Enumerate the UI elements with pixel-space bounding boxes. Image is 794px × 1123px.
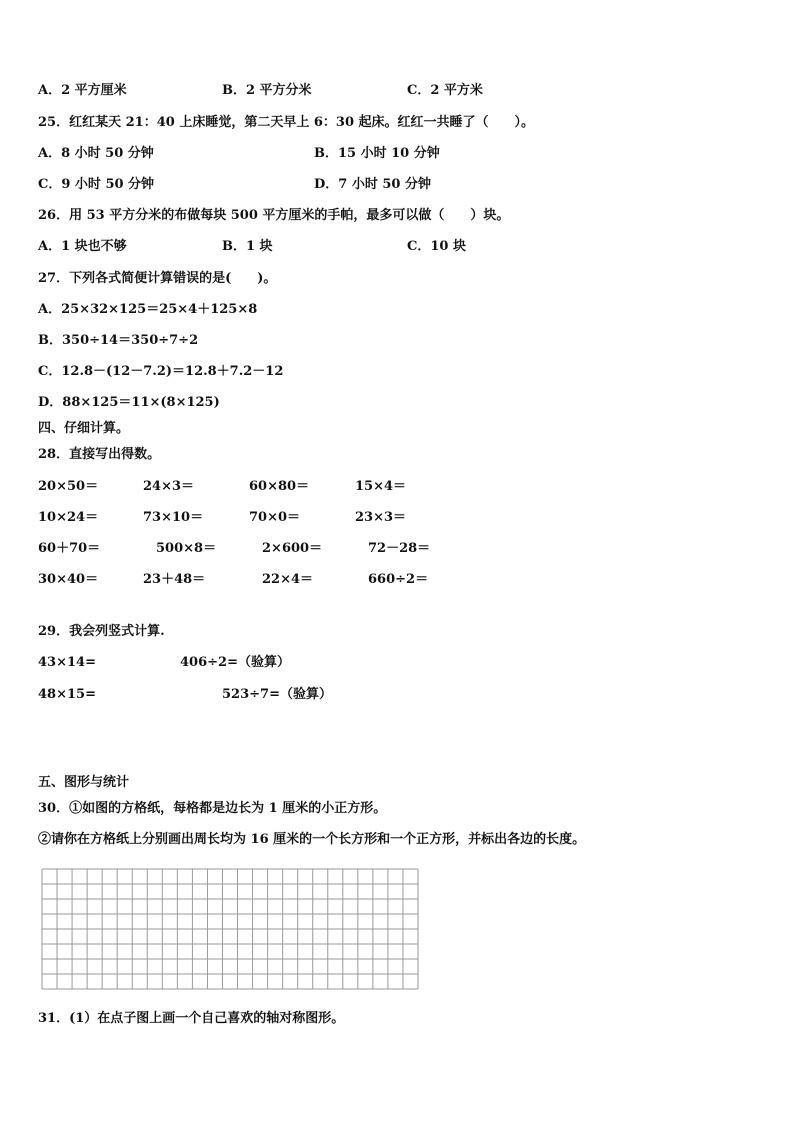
q28-r1-c3: 60×80＝ <box>249 479 310 494</box>
q27-option-a: A．25×32×125＝25×4＋125×8 <box>38 302 258 317</box>
q28-r3-c2: 500×8＝ <box>156 541 217 556</box>
q28-r4-c2: 23＋48＝ <box>143 572 206 587</box>
q28-r3-c1: 60＋70＝ <box>38 541 101 556</box>
q24-option-c: C．2 平方米 <box>407 83 483 98</box>
q31-stem: 31．(1）在点子图上画一个自己喜欢的轴对称图形。 <box>38 1011 345 1026</box>
q28-r1-c2: 24×3＝ <box>143 479 195 494</box>
square-grid-paper <box>41 868 419 990</box>
q27-option-b: B．350÷14＝350÷7÷2 <box>38 333 199 348</box>
q25-option-a: A．8 小时 50 分钟 <box>38 146 154 161</box>
q25-option-c: C．9 小时 50 分钟 <box>38 177 155 192</box>
q28-stem: 28．直接写出得数。 <box>38 447 161 462</box>
q28-r2-c3: 70×0＝ <box>249 510 301 525</box>
q26-option-b: B．1 块 <box>222 239 273 254</box>
q29-item-3: 48×15= <box>38 687 96 702</box>
q29-item-1: 43×14= <box>38 655 96 670</box>
q29-item-2: 406÷2=（验算） <box>180 655 290 670</box>
q24-option-b: B．2 平方分米 <box>222 83 312 98</box>
q25-option-d: D．7 小时 50 分钟 <box>314 177 431 192</box>
q28-r2-c2: 73×10＝ <box>143 510 204 525</box>
q25-stem: 25．红红某天 21：40 上床睡觉，第二天早上 6：30 起床。红红一共睡了（ ）。 <box>38 115 535 130</box>
q28-r1-c4: 15×4＝ <box>355 479 407 494</box>
q28-r3-c3: 2×600＝ <box>262 541 323 556</box>
q28-r1-c1: 20×50＝ <box>38 479 99 494</box>
q27-option-d: D．88×125＝11×(8×125) <box>38 395 220 410</box>
q30-line-1: 30．①如图的方格纸，每格都是边长为 1 厘米的小正方形。 <box>38 801 387 816</box>
q26-stem: 26．用 53 平方分米的布做每块 500 平方厘米的手帕，最多可以做（ ）块。 <box>38 208 510 223</box>
q28-r2-c1: 10×24＝ <box>38 510 99 525</box>
q29-stem: 29．我会列竖式计算. <box>38 624 165 639</box>
q30-line-2: ②请你在方格纸上分别画出周长均为 16 厘米的一个长方形和一个正方形，并标出各边的长度。 <box>38 832 586 847</box>
q28-r4-c3: 22×4＝ <box>262 572 314 587</box>
q26-option-c: C．10 块 <box>407 239 466 254</box>
q26-option-a: A．1 块也不够 <box>38 239 127 254</box>
q29-item-4: 523÷7=（验算） <box>222 687 332 702</box>
q24-option-a: A．2 平方厘米 <box>38 83 127 98</box>
section4-title: 四、仔细计算。 <box>38 421 130 436</box>
q28-r4-c4: 660÷2＝ <box>368 572 429 587</box>
q27-option-c: C．12.8－(12－7.2)＝12.8＋7.2－12 <box>38 364 284 379</box>
q28-r2-c4: 23×3＝ <box>355 510 407 525</box>
section5-title: 五、图形与统计 <box>38 775 130 790</box>
q28-r4-c1: 30×40＝ <box>38 572 99 587</box>
q28-r3-c4: 72－28＝ <box>368 541 431 556</box>
q27-stem: 27．下列各式简便计算错误的是( )。 <box>38 271 277 286</box>
q25-option-b: B．15 小时 10 分钟 <box>314 146 440 161</box>
